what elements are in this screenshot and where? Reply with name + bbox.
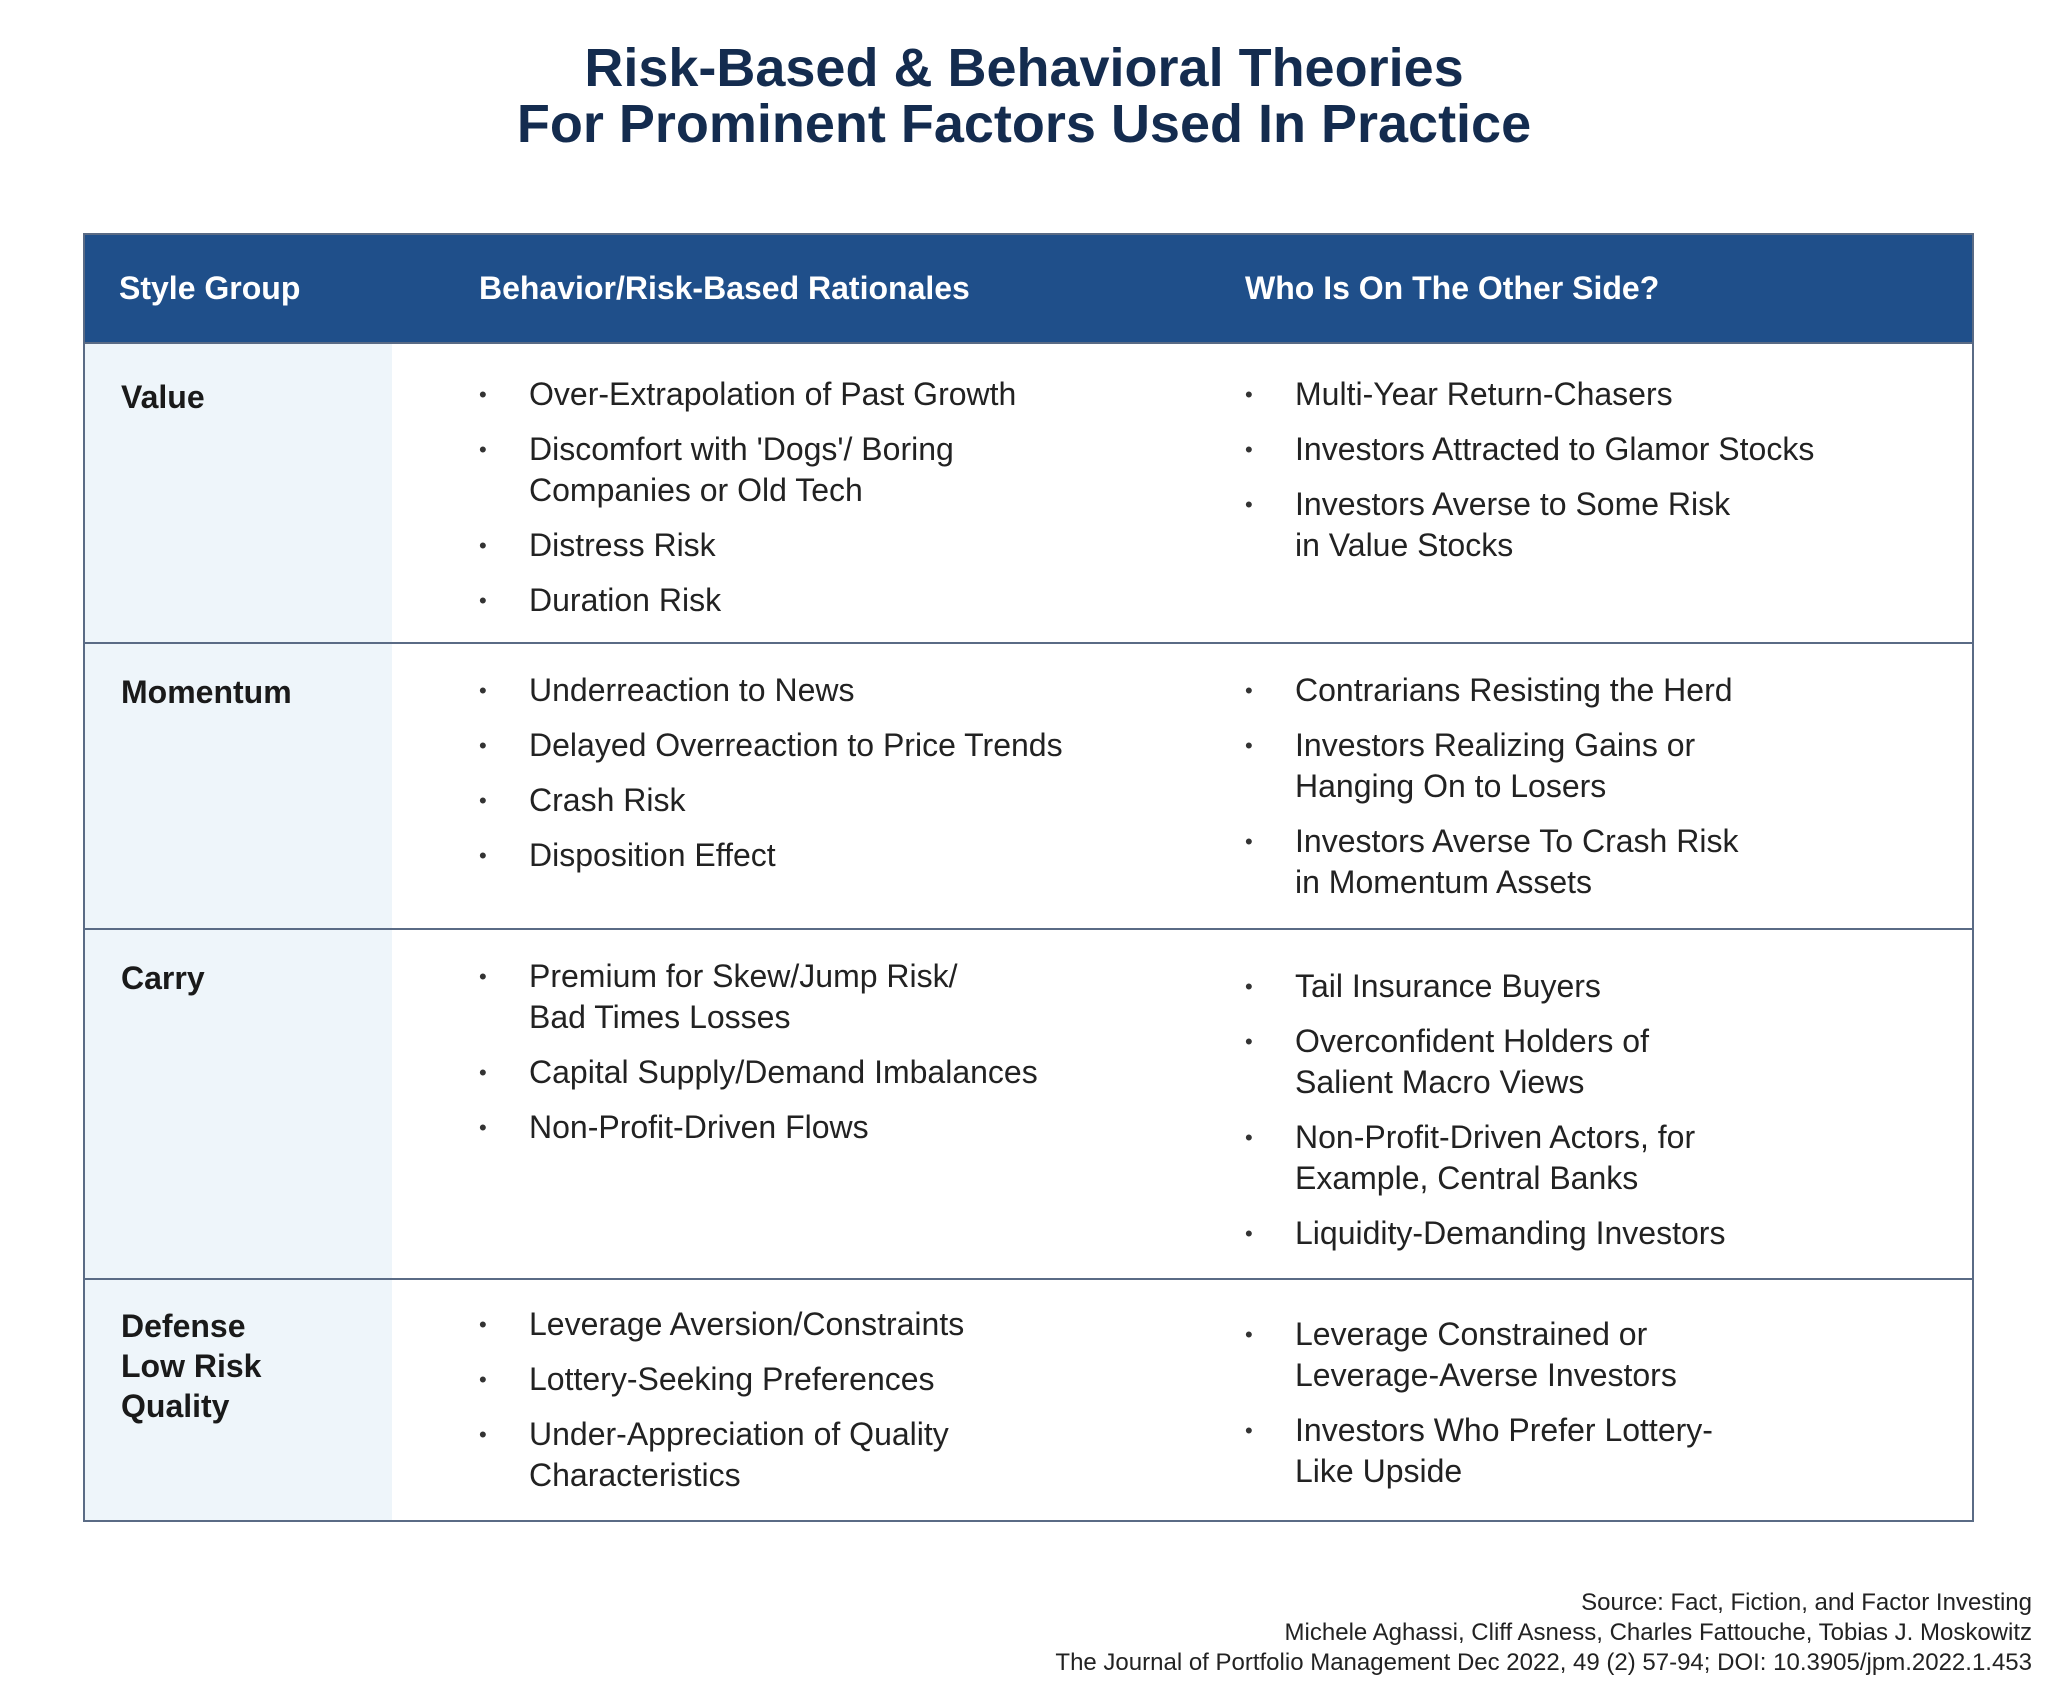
list-item: • Crash Risk [479, 780, 1063, 821]
style-group-name-line: Defense [121, 1308, 246, 1344]
list-item: • Duration Risk [479, 580, 1016, 621]
list-item: • Investors Realizing Gains or Hanging On to Losers [1245, 725, 1738, 807]
style-group-name: Carry [121, 960, 205, 996]
list-item: • Overconfident Holders of Salient Macro Views [1245, 1021, 1725, 1103]
list-item: • Lottery-Seeking Preferences [479, 1359, 964, 1400]
list-item: • Investors Averse To Crash Risk in Momentum Assets [1245, 821, 1738, 903]
other-side-list [1245, 670, 1738, 917]
list-item: • Leverage Constrained or Leverage-Averse Investors [1245, 1314, 1713, 1396]
source-citation [1055, 1588, 2032, 1678]
header-other-side: Who Is On The Other Side? [1245, 270, 1660, 306]
rationales-list [479, 956, 1038, 1162]
style-group-name: Value [121, 379, 205, 415]
style-group-name-line: Quality [121, 1388, 230, 1424]
list-item: • Distress Risk [479, 525, 1016, 566]
other-side-list [1245, 374, 1814, 580]
page-title [0, 40, 2048, 152]
list-item: • Over-Extrapolation of Past Growth [479, 374, 1016, 415]
source-authors: Michele Aghassi, Cliff Asness, Charles Fattouche, Tobias J. Moskowitz [1284, 1619, 2032, 1646]
list-item: • Leverage Aversion/Constraints [479, 1304, 964, 1345]
other-side-list [1245, 966, 1725, 1268]
rationales-list [479, 374, 1016, 635]
table-row-defense [85, 1278, 1972, 1520]
table-header [85, 235, 1972, 342]
list-item: • Investors Averse to Some Risk in Value Stocks [1245, 484, 1814, 566]
list-item: • Non-Profit-Driven Actors, for Example, Central Banks [1245, 1117, 1725, 1199]
rationales-list [479, 670, 1063, 890]
list-item: • Investors Who Prefer Lottery- Like Upside [1245, 1410, 1713, 1492]
header-style-group: Style Group [119, 270, 301, 306]
list-item: • Capital Supply/Demand Imbalances [479, 1052, 1038, 1093]
header-rationales: Behavior/Risk-Based Rationales [479, 270, 970, 306]
style-group-name: Momentum [121, 674, 292, 710]
title-line-2: For Prominent Factors Used In Practice [516, 94, 1532, 154]
table-row-momentum [85, 642, 1972, 928]
list-item: • Multi-Year Return-Chasers [1245, 374, 1814, 415]
table-row-carry [85, 928, 1972, 1278]
list-item: • Discomfort with 'Dogs'/ Boring Companies or Old Tech [479, 429, 1016, 511]
table-row-value [85, 342, 1972, 642]
factor-table [83, 233, 1974, 1522]
list-item: • Investors Attracted to Glamor Stocks [1245, 429, 1814, 470]
list-item: • Disposition Effect [479, 835, 1063, 876]
list-item: • Contrarians Resisting the Herd [1245, 670, 1738, 711]
source-journal: The Journal of Portfolio Management Dec 2022, 49 (2) 57-94; DOI: 10.3905/jpm.2022.1.453 [1055, 1649, 2032, 1676]
list-item: • Under-Appreciation of Quality Characteristics [479, 1414, 964, 1496]
list-item: • Underreaction to News [479, 670, 1063, 711]
list-item: • Non-Profit-Driven Flows [479, 1107, 1038, 1148]
style-group-name [121, 1306, 261, 1426]
other-side-list [1245, 1314, 1713, 1506]
list-item: • Liquidity-Demanding Investors [1245, 1213, 1725, 1254]
source-line: Source: Fact, Fiction, and Factor Investing [1581, 1589, 2032, 1616]
list-item: • Delayed Overreaction to Price Trends [479, 725, 1063, 766]
list-item: • Premium for Skew/Jump Risk/ Bad Times Losses [479, 956, 1038, 1038]
list-item: • Tail Insurance Buyers [1245, 966, 1725, 1007]
rationales-list [479, 1304, 964, 1510]
style-group-name-line: Low Risk [121, 1348, 262, 1384]
title-line-1: Risk-Based & Behavioral Theories [584, 38, 1464, 98]
